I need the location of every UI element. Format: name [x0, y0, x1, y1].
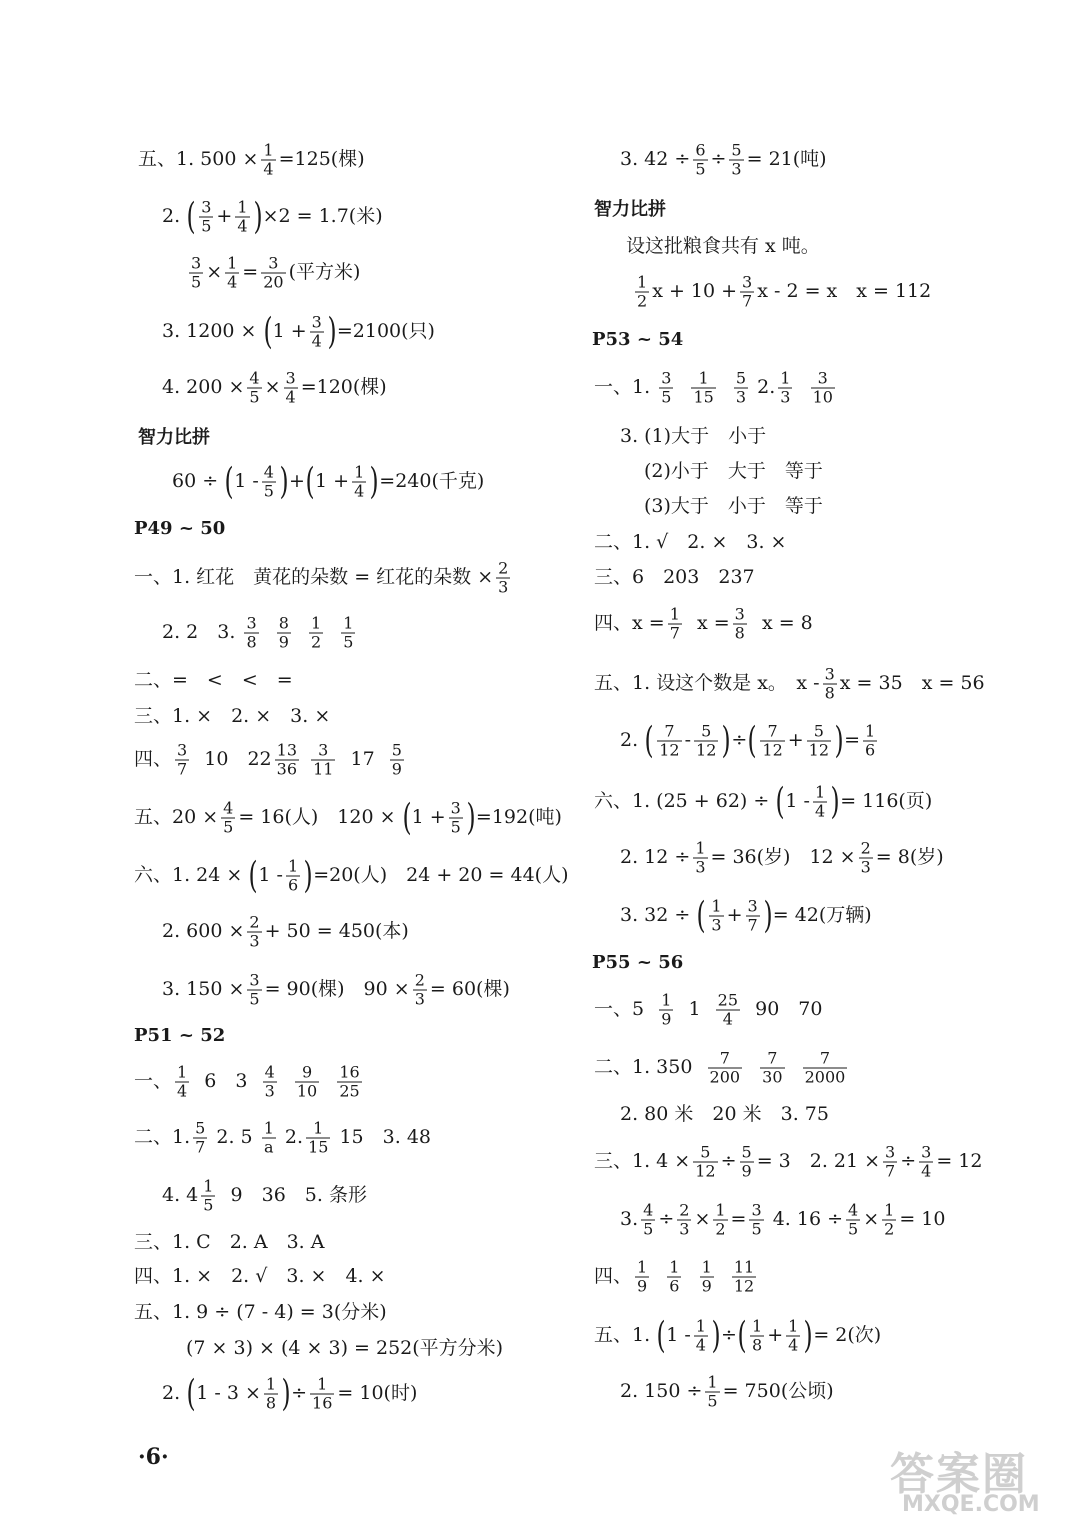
ans-p55-2-1: 二、1. 350 $\frac{7}{200}$ $\frac{7}{30}$ $\frac{7}{2000}$: [594, 1048, 846, 1087]
ans-p53-1-3b: (2)小于 大于 等于: [644, 460, 823, 482]
ans-5-1: 五、1. 500 × $\frac{1}{4}$ =125(棵): [138, 140, 365, 179]
ans-p55-1: 一、5 $\frac{1}{9}$ 1 $\frac{25}{4}$ 90 70: [594, 990, 823, 1029]
ans-p51-5-2: 2. (1 - 3 × $\frac{1}{8}$ )÷ $\frac{1}{16}$ = 10(时): [162, 1373, 418, 1414]
ans-p55-3-3: 3. $\frac{4}{5}$ ÷ $\frac{2}{3}$ × $\frac{1}{2}$ = $\frac{3}{5}$ 4. 16 ÷ $\frac{4}{5}$ × $\frac{1}{2}$ = 10: [620, 1200, 946, 1239]
page-number: ·6·: [138, 1444, 169, 1470]
ans-p51-1: 一、 $\frac{1}{4}$ 6 3 $\frac{4}{3}$ $\frac{9}{10}$ $\frac{16}{25}$: [134, 1062, 360, 1101]
ans-p49-6-2: 2. 600 × $\frac{2}{3}$ + 50 = 450(本): [162, 912, 409, 951]
ans-p49-3: 三、1. × 2. × 3. ×: [134, 705, 331, 727]
ans-p53-1-3c: (3)大于 小于 等于: [644, 495, 823, 517]
ans-p55-3-1: 三、1. 4 × $\frac{5}{12}$ ÷ $\frac{5}{9}$ = 3 2. 21 × $\frac{3}{7}$ ÷ $\frac{3}{4}$ = 12: [594, 1142, 983, 1181]
ans-p55-5-2: 2. 150 ÷ $\frac{1}{5}$ = 750(公顷): [620, 1372, 834, 1411]
section-heading-zhili-2: 智力比拼: [594, 199, 666, 220]
watermark-site: MXQE.COM: [902, 1492, 1040, 1517]
ans-r-3: 3. 42 ÷ $\frac{6}{5}$ ÷ $\frac{5}{3}$ = 21(吨): [620, 140, 827, 179]
section-heading-zhili-1: 智力比拼: [138, 427, 210, 448]
ans-p55-5-1: 五、1. (1 - $\frac{1}{4}$ )÷( $\frac{1}{8}$ + $\frac{1}{4}$ )= 2(次): [594, 1315, 882, 1356]
ans-p49-6-1: 六、1. 24 × (1 - $\frac{1}{6}$ )=20(人) 24 + 20 = 44(人): [134, 855, 569, 896]
ans-p53-6-2: 2. 12 ÷ $\frac{1}{3}$ = 36(岁) 12 × $\frac{2}{3}$ = 8(岁): [620, 838, 944, 877]
ans-p55-2-2: 2. 80 米 20 米 3. 75: [620, 1103, 829, 1125]
ans-5-3: 3. 1200 × (1 + $\frac{3}{4}$ )=2100(只): [162, 311, 435, 352]
ans-p53-2: 二、1. √ 2. × 3. ×: [594, 531, 787, 553]
section-heading-p51: P51 ~ 52: [134, 1025, 226, 1046]
ans-p53-4: 四、x = $\frac{1}{7}$ x = $\frac{3}{8}$ x = 8: [594, 604, 813, 643]
ans-zhili-2-text: 设这批粮食共有 x 吨。: [626, 235, 820, 257]
ans-p51-2-4: 4. 4 $\frac{1}{5}$ 9 36 5. 条形: [162, 1176, 367, 1215]
ans-p53-6-1: 六、1. (25 + 62) ÷ (1 - $\frac{1}{4}$ )= 116(页): [594, 781, 933, 822]
ans-p49-4: 四、 $\frac{3}{7}$ 10 22 $\frac{13}{36}$ $\frac{3}{11}$ 17 $\frac{5}{9}$: [134, 740, 402, 779]
section-heading-p49: P49 ~ 50: [134, 518, 226, 539]
ans-p53-1-3a: 3. (1)大于 小于: [620, 425, 767, 447]
ans-p49-5: 五、20 × $\frac{4}{5}$ = 16(人) 120 × (1 + $\frac{3}{5}$ )=192(吨): [134, 797, 562, 838]
watermark-logo: 答案圈: [890, 1449, 1028, 1500]
ans-p49-1-1: 一、1. 红花 黄花的朵数 = 红花的朵数 × $\frac{2}{3}$: [134, 558, 509, 597]
ans-p51-5-1: 五、1. 9 ÷ (7 - 4) = 3(分米): [134, 1301, 387, 1323]
ans-p49-2: 二、= < < =: [134, 669, 293, 691]
ans-p53-5-2: 2. ( $\frac{7}{12}$ - $\frac{5}{12}$ )÷( $\frac{7}{12}$ + $\frac{5}{12}$ )= $\frac{1}{6}$: [620, 720, 876, 761]
section-heading-p55: P55 ~ 56: [592, 952, 684, 973]
ans-5-2b: $\frac{3}{5}$ × $\frac{1}{4}$ = $\frac{3}{20}$ (平方米): [191, 253, 361, 292]
ans-5-4: 4. 200 × $\frac{4}{5}$ × $\frac{3}{4}$ =120(棵): [162, 368, 387, 407]
ans-zhili-1: 60 ÷ (1 - $\frac{4}{5}$ )+(1 + $\frac{1}{4}$ )=240(千克): [172, 461, 485, 502]
section-heading-p53: P53 ~ 54: [592, 329, 684, 350]
ans-5-2: 2. ( $\frac{3}{5}$ + $\frac{1}{4}$ )×2 = 1.7(米): [162, 196, 383, 237]
ans-p53-3: 三、6 203 237: [594, 566, 755, 588]
ans-p49-1-2: 2. 2 3. $\frac{3}{8}$ $\frac{8}{9}$ $\frac{1}{2}$ $\frac{1}{5}$: [162, 613, 354, 652]
ans-p53-1: 一、1. $\frac{3}{5}$ $\frac{1}{15}$ $\frac{5}{3}$ 2. $\frac{1}{3}$ $\frac{3}{10}$: [594, 368, 833, 407]
ans-p51-4: 四、1. × 2. √ 3. × 4. ×: [134, 1265, 386, 1287]
ans-p51-3: 三、1. C 2. A 3. A: [134, 1231, 325, 1253]
ans-p55-4: 四、 $\frac{1}{9}$ $\frac{1}{6}$ $\frac{1}{9}$ $\frac{11}{12}$: [594, 1257, 755, 1296]
ans-p51-2-1: 二、1. $\frac{5}{7}$ 2. 5 $\frac{1}{a}$ 2. $\frac{1}{15}$ 15 3. 48: [134, 1118, 431, 1157]
ans-zhili-2-eq: $\frac{1}{2}$ x + 10 + $\frac{3}{7}$ x - 2 = x x = 112: [637, 272, 932, 311]
ans-p51-5-1b: (7 × 3) × (4 × 3) = 252(平方分米): [186, 1337, 504, 1359]
ans-p49-6-3: 3. 150 × $\frac{3}{5}$ = 90(棵) 90 × $\frac{2}{3}$ = 60(棵): [162, 970, 510, 1009]
ans-p53-6-3: 3. 32 ÷ ( $\frac{1}{3}$ + $\frac{3}{7}$ )= 42(万辆): [620, 895, 872, 936]
ans-p53-5-1: 五、1. 设这个数是 x。 x - $\frac{3}{8}$ x = 35 x = 56: [594, 664, 985, 703]
